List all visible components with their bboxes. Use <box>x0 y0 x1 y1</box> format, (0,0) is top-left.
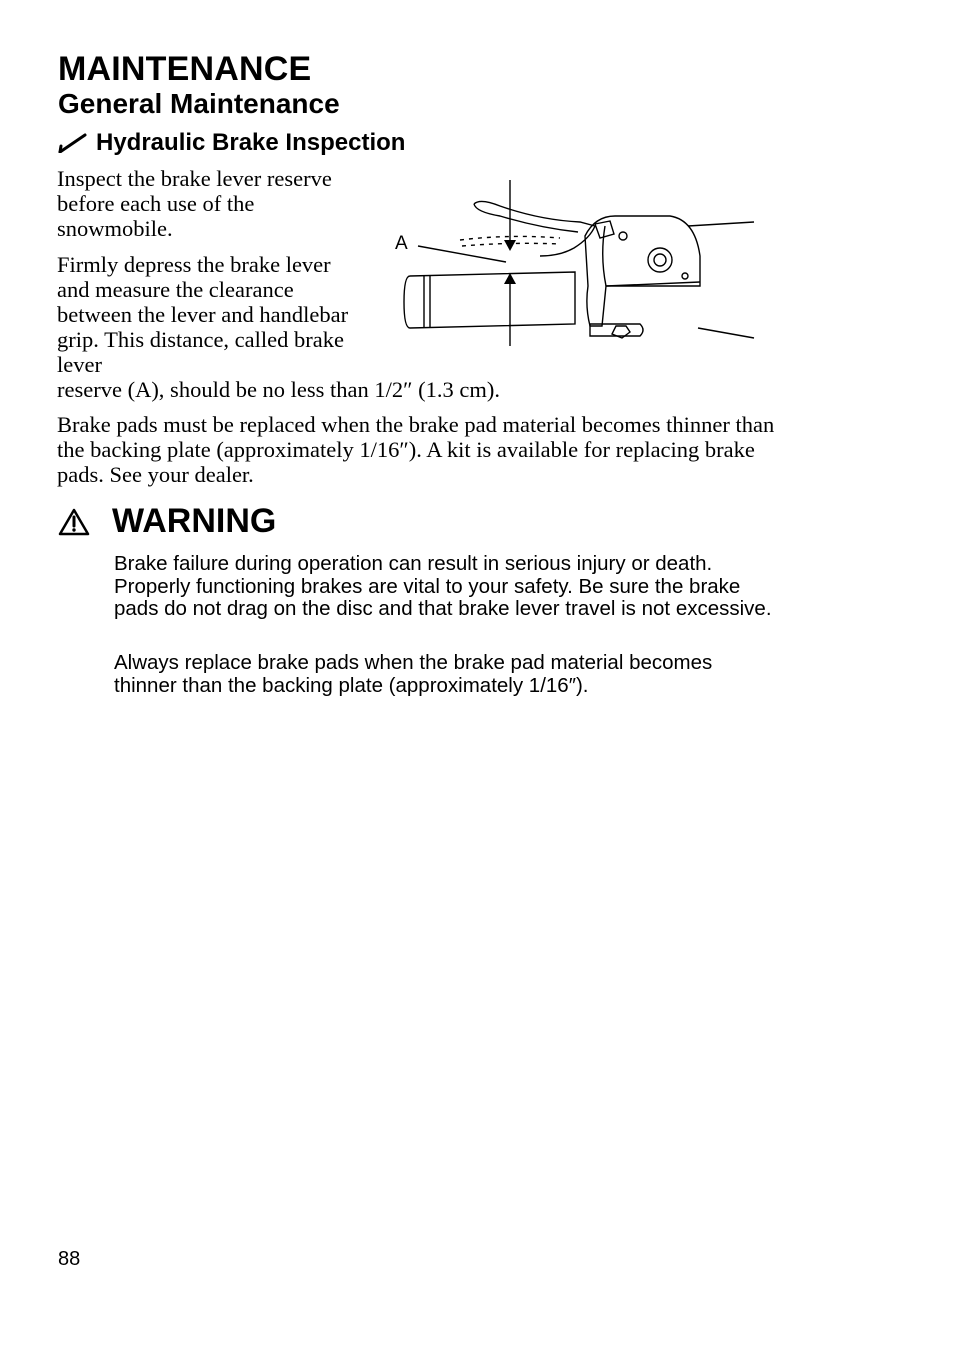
warning-title: WARNING <box>112 502 277 540</box>
figure-label-a: A <box>395 233 408 254</box>
warning-header <box>58 502 276 541</box>
page-number: 88 <box>58 1248 81 1270</box>
warning-paragraph-2: Always replace brake pads when the brake pad material becomes thinner than the backing plate (approximately 1/16″). <box>114 651 713 697</box>
paragraph-brake-pads: Brake pads must be replaced when the brake pad material becomes thinner than the backing plate (approximately 1/16″). A kit is available for replacing brake pads. See your dealer. <box>57 412 775 487</box>
topic-heading <box>58 129 405 157</box>
paragraph-depress: Firmly depress the brake lever and measure the clearance between the lever and handlebar grip. This distance, called brake lever <box>57 252 349 377</box>
warning-paragraph-1: Brake failure during operation can result in serious injury or death. Properly functioning brakes are vital to your safety. Be sure the brake pads do not drag on the disc and that brake lever travel is not excessive. <box>114 552 772 621</box>
subsection-title: General Maintenance <box>58 88 340 119</box>
warning-triangle-icon <box>58 508 90 536</box>
section-title: MAINTENANCE <box>58 50 312 88</box>
paragraph-reserve: reserve (A), should be no less than 1/2″ (1.3 cm). <box>57 377 501 402</box>
brake-lever-illustration <box>390 176 760 352</box>
topic-title: Hydraulic Brake Inspection <box>96 129 406 156</box>
checkmark-icon <box>58 133 88 153</box>
paragraph-inspect: Inspect the brake lever reserve before each use of the snowmobile. <box>57 166 332 241</box>
